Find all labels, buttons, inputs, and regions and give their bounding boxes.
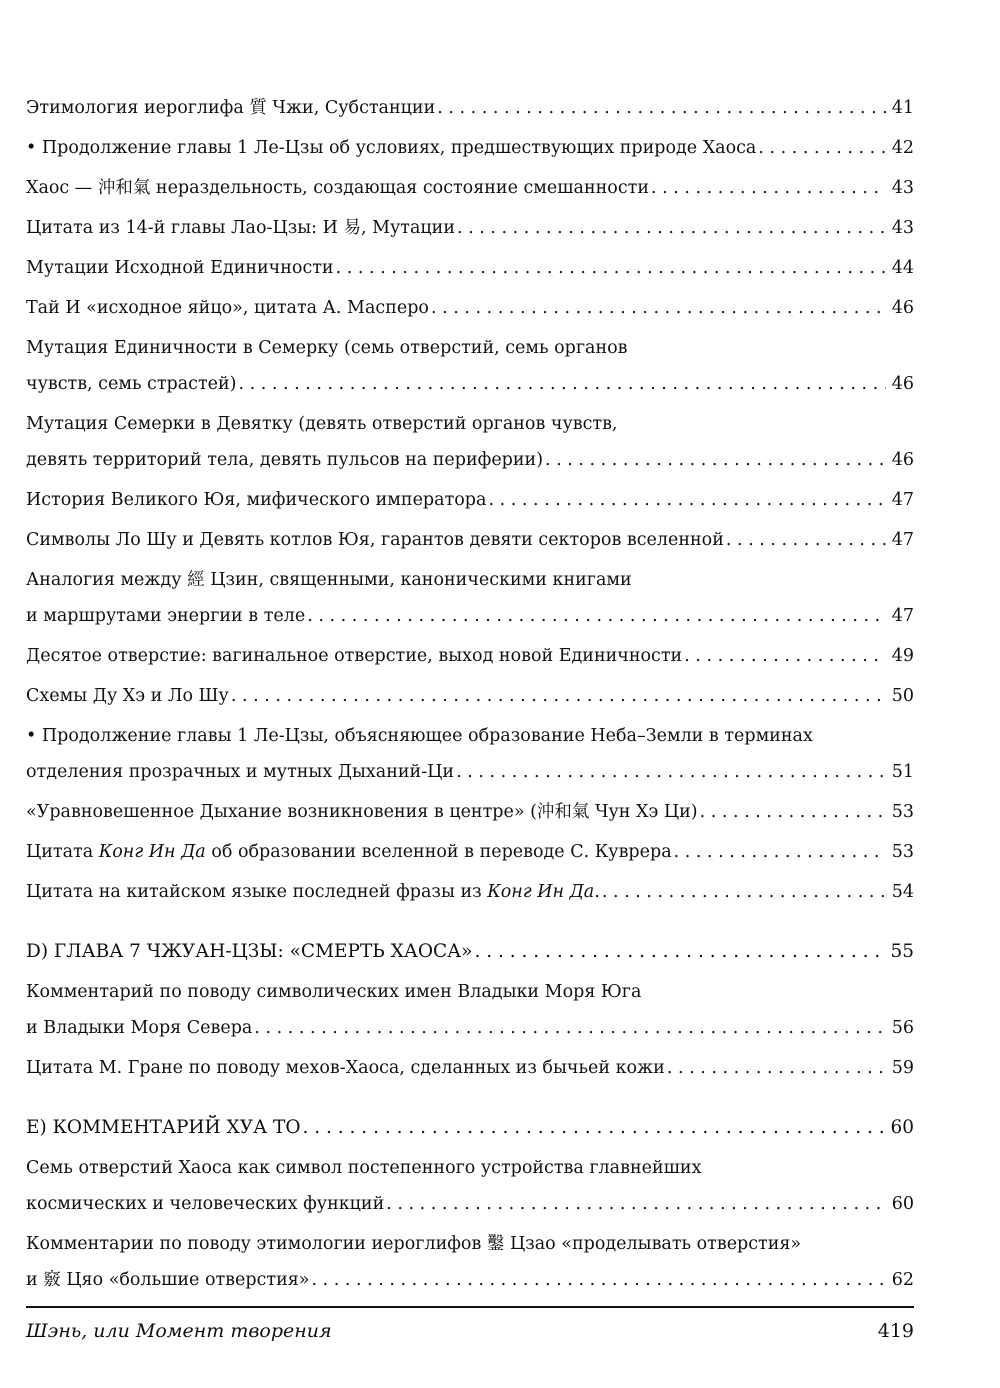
toc-page-number: 43 xyxy=(891,218,914,238)
toc-entry xyxy=(26,1048,914,1088)
toc-entry-title: E) КОММЕНТАРИЙ ХУА ТО xyxy=(26,1117,301,1138)
toc-page-number: 42 xyxy=(891,138,914,158)
toc-title-part: Цитата на китайском языке последней фразы из xyxy=(26,882,488,902)
toc-page-number: 43 xyxy=(891,178,914,198)
dot-leader xyxy=(239,364,887,404)
toc-entry-title: чувств, семь страстей) xyxy=(26,374,237,394)
toc-page-number: 46 xyxy=(891,298,914,318)
dot-leader xyxy=(437,88,886,128)
dot-leader xyxy=(386,1184,886,1224)
toc-entry xyxy=(26,128,914,168)
dot-leader xyxy=(474,932,886,972)
toc-entry xyxy=(26,328,914,404)
toc-entry-title: Схемы Ду Хэ и Ло Шу xyxy=(26,686,229,706)
toc-entry-title: D) ГЛАВА 7 ЧЖУАН-ЦЗЫ: «СМЕРТЬ ХАОСА» xyxy=(26,941,473,962)
dot-leader xyxy=(651,168,886,208)
toc-page-number: 53 xyxy=(891,842,914,862)
toc-entry-first-line: Семь отверстий Хаоса как символ постепенного устройства главнейших xyxy=(26,1158,702,1178)
dot-leader xyxy=(602,872,886,912)
section-gap xyxy=(26,1088,914,1098)
dot-leader xyxy=(457,208,886,248)
toc-entry xyxy=(26,832,914,872)
toc-entry-title: Цитата М. Гране по поводу мехов-Хаоса, сделанных из бычьей кожи xyxy=(26,1058,665,1078)
toc-page-number: 46 xyxy=(891,374,914,394)
running-footer-title: Шэнь, или Момент творения xyxy=(26,1320,332,1342)
toc-entry xyxy=(26,288,914,328)
section-gap xyxy=(26,912,914,922)
toc-section-heading xyxy=(26,932,914,972)
toc-section-heading xyxy=(26,1108,914,1148)
toc-entry-first-line: Мутация Единичности в Семерку (семь отверстий, семь органов xyxy=(26,338,628,358)
toc-page-number: 50 xyxy=(891,686,914,706)
toc-entry-title: Мутации Исходной Единичности xyxy=(26,258,334,278)
toc-entry-title: История Великого Юя, мифического императора xyxy=(26,490,487,510)
dot-leader xyxy=(488,480,886,520)
toc-entry-title: Этимология иероглифа 質 Чжи, Субстанции xyxy=(26,98,436,118)
toc-title-part: . xyxy=(594,882,600,902)
toc-entry xyxy=(26,88,914,128)
toc-page-number: 51 xyxy=(891,762,914,782)
toc-page-number: 53 xyxy=(891,802,914,822)
toc-entry-title xyxy=(26,872,600,912)
dot-leader xyxy=(758,128,886,168)
toc-page-number: 62 xyxy=(891,1270,914,1290)
dot-leader xyxy=(674,832,886,872)
dot-leader xyxy=(231,676,886,716)
toc-page-number: 59 xyxy=(891,1058,914,1078)
toc-entry xyxy=(26,872,914,912)
toc-entry xyxy=(26,208,914,248)
toc-entry-title: Цитата из 14-й главы Лао-Цзы: И 易, Мутации xyxy=(26,218,455,238)
table-of-contents xyxy=(26,88,914,1300)
toc-entry-title xyxy=(26,832,672,872)
toc-page-number: 47 xyxy=(891,530,914,550)
toc-entry-title: и маршрутами энергии в теле xyxy=(26,606,306,626)
dot-leader xyxy=(254,1008,886,1048)
toc-entry xyxy=(26,168,914,208)
toc-entry-first-line: Комментарии по поводу этимологии иероглифов 鑿 Цзао «проделывать отверстия» xyxy=(26,1234,802,1254)
dot-leader xyxy=(303,1108,887,1148)
dot-leader xyxy=(456,752,886,792)
toc-entry-title: и 竅 Цяо «большие отверстия» xyxy=(26,1270,310,1290)
toc-entry xyxy=(26,1224,914,1300)
toc-page-number: 55 xyxy=(890,941,914,962)
toc-entry-title: и Владыки Моря Севера xyxy=(26,1018,253,1038)
toc-page-number: 47 xyxy=(891,606,914,626)
toc-entry-title: Символы Ло Шу и Девять котлов Юя, гарантов девяти секторов вселенной xyxy=(26,530,724,550)
dot-leader xyxy=(431,288,886,328)
toc-page-number: 49 xyxy=(891,646,914,666)
toc-entry xyxy=(26,716,914,792)
toc-entry xyxy=(26,404,914,480)
toc-title-italic: Конг Ин Да xyxy=(98,842,206,862)
toc-title-part: об образовании вселенной в переводе С. Куврера xyxy=(205,842,672,862)
toc-page-number: 46 xyxy=(891,450,914,470)
dot-leader xyxy=(684,636,886,676)
toc-entry xyxy=(26,248,914,288)
toc-entry-title: девять территорий тела, девять пульсов на периферии) xyxy=(26,450,544,470)
toc-entry xyxy=(26,560,914,636)
footer-rule xyxy=(26,1306,914,1308)
toc-entry xyxy=(26,636,914,676)
toc-page-number: 54 xyxy=(891,882,914,902)
toc-title-part: Цитата xyxy=(26,842,99,862)
dot-leader xyxy=(667,1048,886,1088)
toc-entry-first-line: Мутация Семерки в Девятку (девять отверстий органов чувств, xyxy=(26,414,618,434)
toc-entry-first-line: Аналогия между 經 Цзин, священными, каноническими книгами xyxy=(26,570,632,590)
toc-entry-title: Хаос — 沖和氣 нераздельность, создающая состояние смешанности xyxy=(26,178,649,198)
toc-entry-first-line: • Продолжение главы 1 Ле-Цзы, объясняющее образование Неба–Земли в терминах xyxy=(26,726,813,746)
toc-entry-title: • Продолжение главы 1 Ле-Цзы об условиях, предшествующих природе Хаоса xyxy=(26,138,757,158)
toc-page-number: 60 xyxy=(890,1117,914,1138)
toc-entry-title: отделения прозрачных и мутных Дыханий-Ци xyxy=(26,762,455,782)
toc-entry xyxy=(26,480,914,520)
page-number: 419 xyxy=(877,1320,914,1342)
dot-leader xyxy=(545,440,886,480)
toc-entry xyxy=(26,676,914,716)
toc-entry-first-line: Комментарий по поводу символических имен Владыки Моря Юга xyxy=(26,982,642,1002)
dot-leader xyxy=(700,792,886,832)
dot-leader xyxy=(726,520,886,560)
toc-page-number: 60 xyxy=(891,1194,914,1214)
toc-entry-title: «Уравновешенное Дыхание возникновения в центре» (沖和氣 Чун Хэ Ци) xyxy=(26,802,698,822)
toc-entry-title: Десятое отверстие: вагинальное отверстие, выход новой Единичности xyxy=(26,646,683,666)
toc-entry-title: Тай И «исходное яйцо», цитата А. Масперо xyxy=(26,298,429,318)
toc-entry xyxy=(26,972,914,1048)
toc-page-number: 41 xyxy=(891,98,914,118)
toc-title-italic: Конг Ин Да xyxy=(487,882,595,902)
dot-leader xyxy=(312,1260,887,1300)
toc-entry xyxy=(26,792,914,832)
toc-page-number: 56 xyxy=(891,1018,914,1038)
toc-entry xyxy=(26,1148,914,1224)
dot-leader xyxy=(336,248,886,288)
toc-entry xyxy=(26,520,914,560)
toc-entry-title: космических и человеческих функций xyxy=(26,1194,385,1214)
toc-page-number: 44 xyxy=(891,258,914,278)
dot-leader xyxy=(307,596,886,636)
toc-page-number: 47 xyxy=(891,490,914,510)
